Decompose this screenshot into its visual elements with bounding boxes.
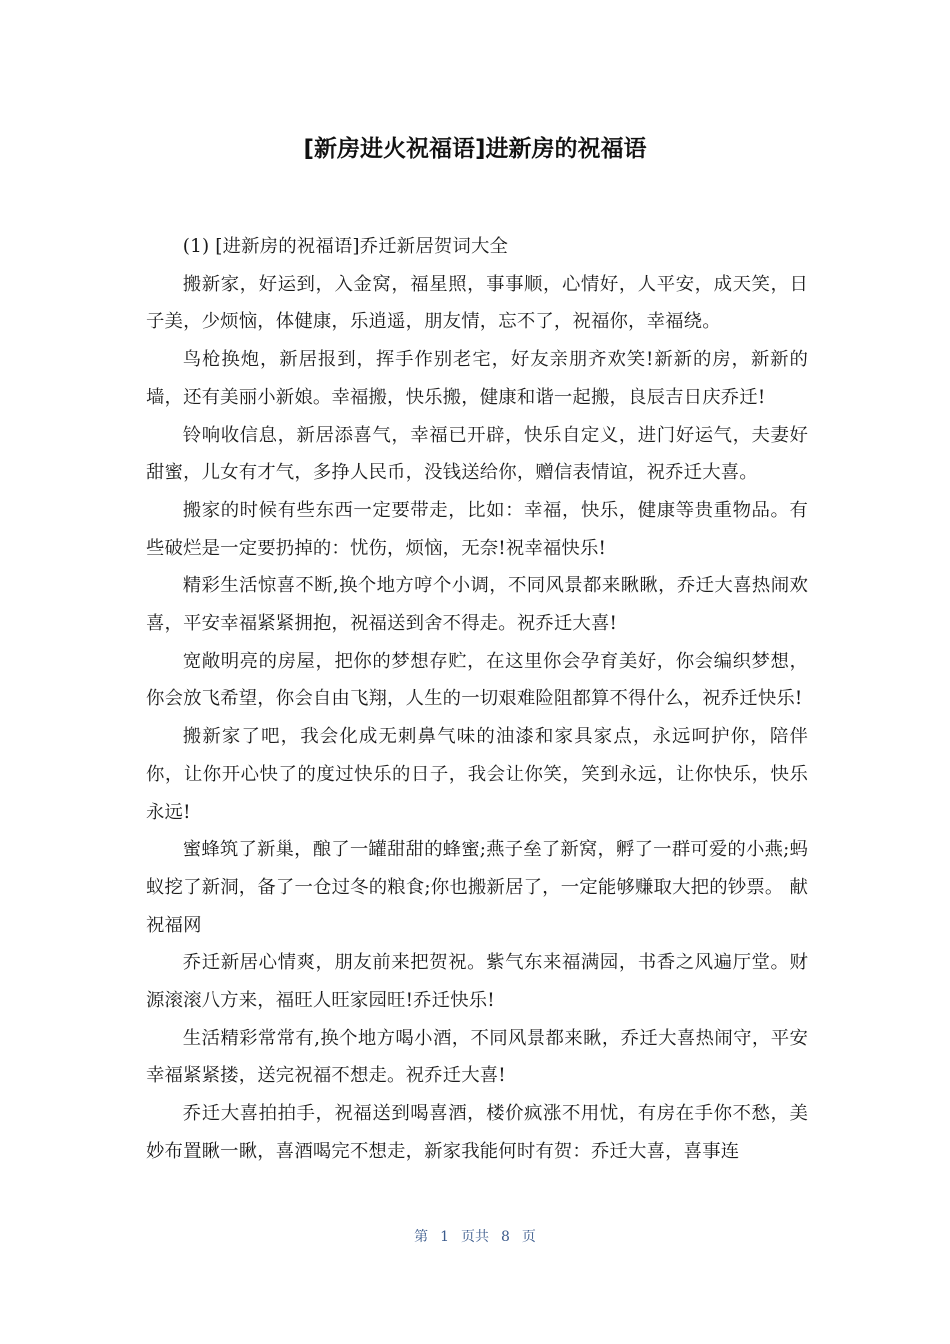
document-body — [146, 228, 808, 1171]
footer-current-page: 1 — [440, 1229, 449, 1245]
paragraph: 鸟枪换炮，新居报到，挥手作别老宅，好友亲朋齐欢笑!新新的房，新新的墙，还有美丽小新娘。幸福搬，快乐搬，健康和谐一起搬，良辰吉日庆乔迁! — [146, 349, 808, 408]
footer-prefix: 第 — [414, 1229, 429, 1245]
paragraph: 铃响收信息，新居添喜气，幸福已开辟，快乐自定义，进门好运气，夫妻好甜蜜，儿女有才气，多挣人民币，没钱送给你，赠信表情谊，祝乔迁大喜。 — [146, 424, 808, 484]
page-footer — [0, 1226, 950, 1248]
footer-middle: 页共 — [461, 1229, 489, 1245]
paragraph: 宽敞明亮的房屋，把你的梦想存贮，在这里你会孕育美好，你会编织梦想，你会放飞希望，你会自由飞翔，人生的一切艰难险阻都算不得什么，祝乔迁快乐! — [146, 650, 808, 710]
paragraph: 精彩生活惊喜不断,换个地方哼个小调，不同风景都来瞅瞅，乔迁大喜热闹欢喜，平安幸福紧紧拥抱，祝福送到舍不得走。祝乔迁大喜! — [146, 575, 808, 635]
paragraph: 乔迁新居心情爽，朋友前来把贺祝。紫气东来福满园，书香之风遍厅堂。财源滚滚八方来，福旺人旺家园旺!乔迁快乐! — [146, 952, 808, 1012]
footer-suffix: 页 — [521, 1229, 536, 1245]
footer-total-pages: 8 — [501, 1229, 510, 1245]
document-title: [新房进火祝福语]进新房的祝福语 — [303, 136, 647, 162]
paragraph: 乔迁大喜拍拍手，祝福送到喝喜酒，楼价疯涨不用忧，有房在手你不愁，美妙布置瞅一瞅，喜酒喝完不想走，新家我能何时有贺：乔迁大喜，喜事连 — [146, 1103, 808, 1162]
paragraph: 搬新家了吧，我会化成无刺鼻气味的油漆和家具家点，永远呵护你，陪伴你，让你开心快了的度过快乐的日子，我会让你笑，笑到永远，让你快乐，快乐永远! — [146, 726, 808, 823]
section-heading: (1) [进新房的祝福语]乔迁新居贺词大全 — [182, 236, 509, 257]
paragraph: 搬家的时候有些东西一定要带走，比如：幸福，快乐，健康等贵重物品。有些破烂是一定要扔掉的：忧伤，烦恼，无奈!祝幸福快乐! — [146, 499, 808, 559]
paragraph: 蜜蜂筑了新巢，酿了一罐甜甜的蜂蜜;燕子垒了新窝，孵了一群可爱的小燕;蚂蚁挖了新洞，备了一仓过冬的粮食;你也搬新居了，一定能够赚取大把的钞票。 献祝福网 — [146, 839, 808, 936]
paragraph: 生活精彩常常有,换个地方喝小酒，不同风景都来瞅，乔迁大喜热闹守，平安幸福紧紧搂，送完祝福不想走。祝乔迁大喜! — [146, 1027, 808, 1087]
paragraph: 搬新家，好运到，入金窝，福星照，事事顺，心情好，人平安，成天笑，日子美，少烦恼，体健康，乐逍遥，朋友情，忘不了，祝福你，幸福绕。 — [146, 273, 808, 333]
